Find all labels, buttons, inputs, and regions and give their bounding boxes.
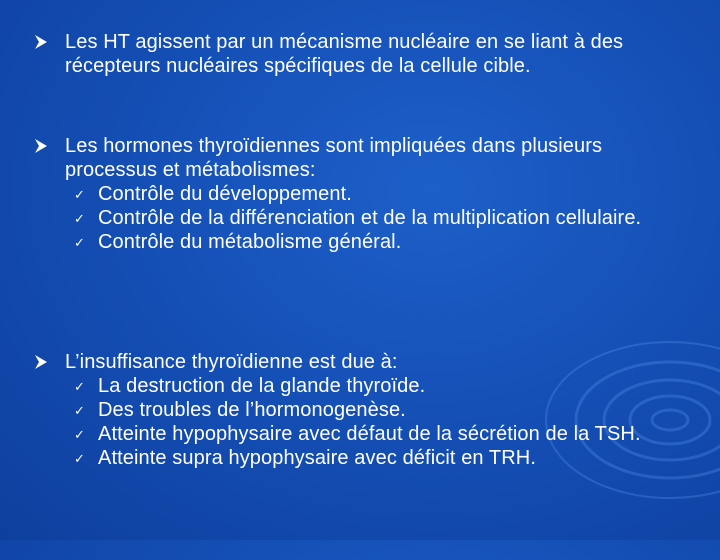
- sub-bullet-item: [74, 206, 684, 230]
- bullet-item-1: [34, 30, 684, 78]
- checkmark-bullet-icon: ✓: [74, 451, 85, 466]
- arrowhead-bullet-icon: [34, 352, 48, 372]
- sub-bullet-text: Atteinte supra hypophysaire avec déficit en TRH.: [98, 447, 536, 469]
- sub-bullet-item: [74, 422, 684, 446]
- sub-bullet-item: [74, 446, 684, 470]
- checkmark-bullet-icon: ✓: [74, 235, 85, 250]
- arrowhead-bullet-icon: [34, 32, 48, 52]
- bullet-item-3: [34, 350, 684, 470]
- checkmark-bullet-icon: ✓: [74, 427, 85, 442]
- checkmark-bullet-icon: ✓: [74, 187, 85, 202]
- sub-bullet-text: Contrôle du développement.: [98, 183, 352, 205]
- sub-bullet-item: [74, 182, 684, 206]
- sub-bullet-text: Contrôle de la différenciation et de la multiplication cellulaire.: [98, 207, 642, 229]
- sub-bullet-text: Des troubles de l’hormonogenèse.: [98, 399, 406, 421]
- checkmark-bullet-icon: ✓: [74, 403, 85, 418]
- bullet-text: Les hormones thyroïdiennes sont impliquées dans plusieurs processus et métabolismes:: [65, 135, 603, 181]
- checkmark-bullet-icon: ✓: [74, 211, 85, 226]
- bullet-text: Les HT agissent par un mécanisme nucléaire en se liant à des récepteurs nucléaires spécifiques de la cellule cible.: [65, 31, 624, 77]
- arrowhead-bullet-icon: [34, 136, 48, 156]
- bullet-text: L’insuffisance thyroïdienne est due à:: [65, 351, 398, 373]
- sub-bullet-text: Contrôle du métabolisme général.: [98, 231, 402, 253]
- checkmark-bullet-icon: ✓: [74, 379, 85, 394]
- sub-bullet-item: [74, 230, 684, 254]
- sub-bullet-text: La destruction de la glande thyroïde.: [98, 375, 426, 397]
- sub-bullet-text: Atteinte hypophysaire avec défaut de la sécrétion de la TSH.: [98, 423, 641, 445]
- sub-bullet-item: [74, 398, 684, 422]
- bullet-item-2: [34, 134, 684, 254]
- sub-bullet-item: [74, 374, 684, 398]
